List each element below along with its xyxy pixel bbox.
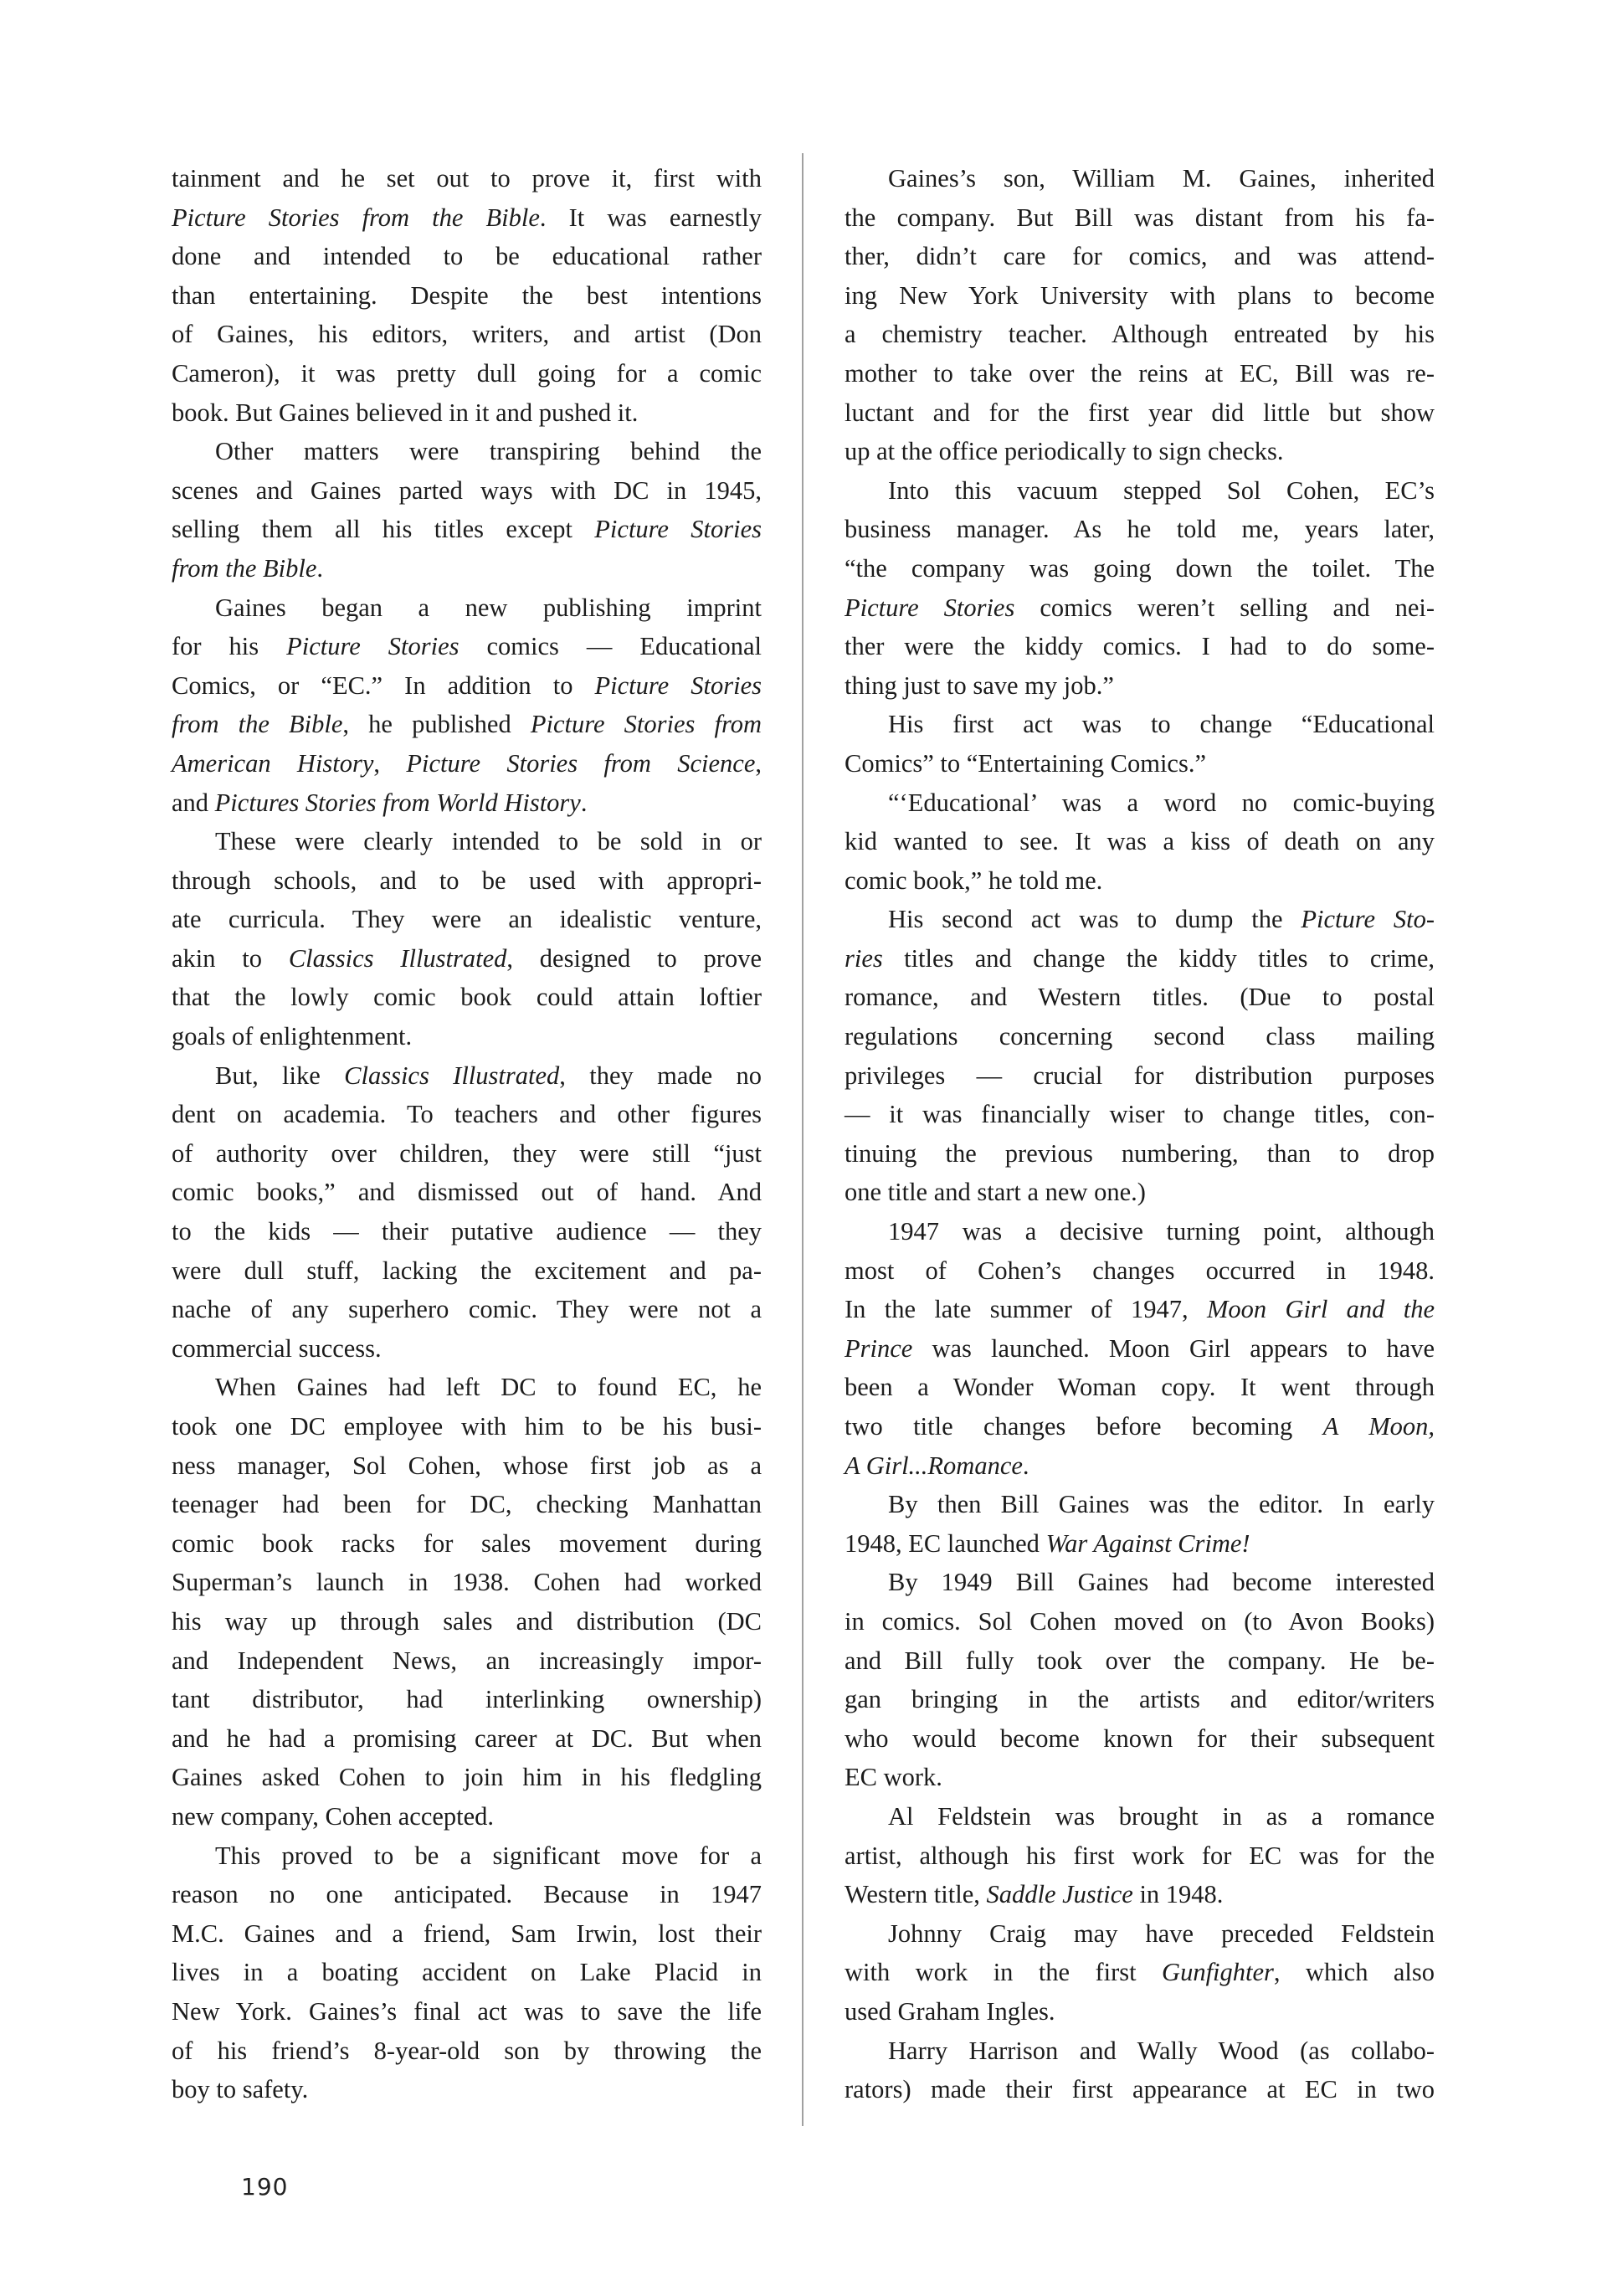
text-column-right xyxy=(845,159,1435,2109)
text-line: ther were the kiddy comics. I had to do some- xyxy=(845,632,1435,661)
text-line: “the company was going down the toilet. The xyxy=(845,553,1435,583)
text-line: two title changes before becoming A Moon, xyxy=(845,1412,1435,1441)
text-line: In the late summer of 1947, Moon Girl and the xyxy=(845,1295,1435,1324)
text-line: new company, Cohen accepted. xyxy=(172,1801,495,1831)
text-line: nache of any superhero comic. They were not a xyxy=(172,1295,762,1324)
italic-title: American History xyxy=(172,748,374,778)
text-line: 1948, EC launched War Against Crime! xyxy=(845,1528,1250,1558)
text-line: Picture Stories from the Bible. It was earnestly xyxy=(172,203,762,232)
text-line: Gaines asked Cohen to join him in his fledgling xyxy=(172,1763,762,1792)
text-line: Harry Harrison and Wally Wood (as collabo- xyxy=(888,2036,1435,2065)
text-line: M.C. Gaines and a friend, Sam Irwin, lost their xyxy=(172,1918,762,1948)
text-line: were dull stuff, lacking the excitement and pa- xyxy=(172,1256,762,1285)
italic-title: Prince xyxy=(845,1333,913,1363)
text-line: His first act was to change “Educational xyxy=(888,710,1435,739)
text-line: Prince was launched. Moon Girl appears to have xyxy=(845,1333,1435,1363)
text-line: privileges — crucial for distribution purposes xyxy=(845,1061,1435,1090)
text-line: done and intended to be educational rather xyxy=(172,242,762,271)
text-line: been a Wonder Woman copy. It went through xyxy=(845,1373,1435,1402)
italic-title: A Girl...Romance xyxy=(845,1451,1023,1480)
text-line: A Girl...Romance. xyxy=(845,1451,1029,1480)
text-line: Gaines’s son, William M. Gaines, inherited xyxy=(888,164,1435,193)
text-line: a chemistry teacher. Although entreated by his xyxy=(845,320,1435,349)
text-line: his way up through sales and distribution (DC xyxy=(172,1606,762,1636)
text-line: These were clearly intended to be sold in or xyxy=(215,827,762,856)
text-line: lives in a boating accident on Lake Placid in xyxy=(172,1958,762,1987)
text-line: New York. Gaines’s final act was to save the life xyxy=(172,1996,762,2026)
text-line: — it was financially wiser to change titles, con- xyxy=(845,1100,1435,1129)
text-line: When Gaines had left DC to found EC, he xyxy=(215,1373,762,1402)
text-line: with work in the first Gunfighter, which also xyxy=(845,1958,1435,1987)
italic-title: ries xyxy=(845,943,883,973)
italic-title: from the Bible xyxy=(172,710,343,739)
text-line: comic books,” and dismissed out of hand. And xyxy=(172,1178,762,1207)
text-line: This proved to be a significant move for a xyxy=(215,1841,762,1870)
text-line: “‘Educational’ was a word no comic-buying xyxy=(888,788,1435,817)
text-line: Gaines began a new publishing imprint xyxy=(215,593,762,622)
text-column-left xyxy=(172,159,762,2109)
italic-title: Classics Illustrated xyxy=(288,943,507,973)
text-line: most of Cohen’s changes occurred in 1948. xyxy=(845,1256,1435,1285)
italic-title: Classics Illustrated xyxy=(344,1061,560,1090)
text-line: tinuing the previous numbering, than to drop xyxy=(845,1138,1435,1168)
italic-title: Pictures Stories from World History xyxy=(214,788,581,817)
text-line: comic book,” he told me. xyxy=(845,865,1103,895)
text-line: of Gaines, his editors, writers, and artist (Don xyxy=(172,320,762,349)
text-line: and Bill fully took over the company. He be- xyxy=(845,1646,1435,1675)
text-line: Comics, or “EC.” In addition to Picture Stories xyxy=(172,670,762,700)
italic-title: Saddle Justice xyxy=(986,1880,1133,1909)
text-line: commercial success. xyxy=(172,1333,382,1363)
text-line: regulations concerning second class mailing xyxy=(845,1022,1435,1051)
text-line: through schools, and to be used with appropri- xyxy=(172,865,762,895)
text-line: Western title, Saddle Justice in 1948. xyxy=(845,1880,1224,1909)
text-line: than entertaining. Despite the best intentions xyxy=(172,280,762,310)
page-number: 190 xyxy=(241,2173,289,2201)
text-line: Al Feldstein was brought in as a romance xyxy=(888,1801,1435,1831)
italic-title: Picture Stories xyxy=(594,670,762,700)
text-line: EC work. xyxy=(845,1763,942,1792)
italic-title: Picture Stories xyxy=(286,632,460,661)
text-line: reason no one anticipated. Because in 1947 xyxy=(172,1880,762,1909)
text-line: 1947 was a decisive turning point, although xyxy=(888,1217,1435,1246)
italic-title: Gunfighter xyxy=(1162,1958,1274,1987)
text-line: luctant and for the first year did little but show xyxy=(845,398,1435,427)
italic-title: from the Bible xyxy=(172,553,317,583)
text-line: comic book racks for sales movement during xyxy=(172,1528,762,1558)
text-line: But, like Classics Illustrated, they made no xyxy=(215,1061,762,1090)
text-line: the company. But Bill was distant from his fa- xyxy=(845,203,1435,232)
text-line: that the lowly comic book could attain loftier xyxy=(172,983,762,1012)
italic-title: War Against Crime! xyxy=(1045,1528,1250,1558)
text-line: and Pictures Stories from World History. xyxy=(172,788,588,817)
text-line: to the kids — their putative audience — they xyxy=(172,1217,762,1246)
text-line: from the Bible. xyxy=(172,553,323,583)
text-line: teenager had been for DC, checking Manhattan xyxy=(172,1490,762,1519)
text-line: business manager. As he told me, years later, xyxy=(845,515,1435,544)
italic-title: Picture Stories from Science xyxy=(406,748,756,778)
text-line: kid wanted to see. It was a kiss of death on any xyxy=(845,827,1435,856)
text-line: By 1949 Bill Gaines had become interested xyxy=(888,1568,1435,1597)
text-line: thing just to save my job.” xyxy=(845,670,1114,700)
text-line: ther, didn’t care for comics, and was attend- xyxy=(845,242,1435,271)
text-line: Cameron), it was pretty dull going for a comic xyxy=(172,358,762,388)
text-line: American History, Picture Stories from Science, xyxy=(172,748,762,778)
text-line: Into this vacuum stepped Sol Cohen, EC’s xyxy=(888,475,1435,505)
text-line: ing New York University with plans to become xyxy=(845,280,1435,310)
text-line: ries titles and change the kiddy titles to crime, xyxy=(845,943,1435,973)
text-line: used Graham Ingles. xyxy=(845,1996,1055,2026)
text-line: gan bringing in the artists and editor/writers xyxy=(845,1685,1435,1714)
text-line: Superman’s launch in 1938. Cohen had worked xyxy=(172,1568,762,1597)
italic-title: Picture Sto- xyxy=(1301,905,1435,934)
text-line: from the Bible, he published Picture Stories from xyxy=(172,710,762,739)
text-line: took one DC employee with him to be his busi- xyxy=(172,1412,762,1441)
text-line: scenes and Gaines parted ways with DC in 1945, xyxy=(172,475,762,505)
text-line: mother to take over the reins at EC, Bill was re- xyxy=(845,358,1435,388)
text-line: Comics” to “Entertaining Comics.” xyxy=(845,748,1206,778)
text-line: His second act was to dump the Picture Sto- xyxy=(888,905,1435,934)
text-line: dent on academia. To teachers and other figures xyxy=(172,1100,762,1129)
text-line: and Independent News, an increasingly impor- xyxy=(172,1646,762,1675)
italic-title: A Moon, xyxy=(1322,1412,1435,1441)
text-line: Picture Stories comics weren’t selling and nei- xyxy=(845,593,1435,622)
text-line: selling them all his titles except Picture Stories xyxy=(172,515,762,544)
text-line: By then Bill Gaines was the editor. In early xyxy=(888,1490,1435,1519)
text-line: tant distributor, had interlinking ownership) xyxy=(172,1685,762,1714)
italic-title: Picture Stories from xyxy=(530,710,762,739)
text-line: one title and start a new one.) xyxy=(845,1178,1146,1207)
italic-title: Picture Stories xyxy=(594,515,762,544)
text-line: ate curricula. They were an idealistic venture, xyxy=(172,905,762,934)
column-divider xyxy=(802,153,804,2126)
text-line: goals of enlightenment. xyxy=(172,1022,413,1051)
text-line: book. But Gaines believed in it and pushed it. xyxy=(172,398,639,427)
text-line: romance, and Western titles. (Due to postal xyxy=(845,983,1435,1012)
text-line: boy to safety. xyxy=(172,2075,309,2104)
text-line: tainment and he set out to prove it, first with xyxy=(172,164,762,193)
italic-title: Moon Girl and the xyxy=(1206,1295,1435,1324)
text-line: for his Picture Stories comics — Educational xyxy=(172,632,762,661)
text-line: Other matters were transpiring behind the xyxy=(215,437,762,466)
text-line: of authority over children, they were still “just xyxy=(172,1138,762,1168)
text-line: of his friend’s 8-year-old son by throwing the xyxy=(172,2036,762,2065)
text-line: ness manager, Sol Cohen, whose first job as a xyxy=(172,1451,762,1480)
italic-title: Picture Stories xyxy=(845,593,1015,622)
text-line: artist, although his first work for EC was for the xyxy=(845,1841,1435,1870)
text-line: in comics. Sol Cohen moved on (to Avon Books) xyxy=(845,1606,1435,1636)
text-line: and he had a promising career at DC. But when xyxy=(172,1723,762,1753)
text-line: akin to Classics Illustrated, designed to prove xyxy=(172,943,762,973)
text-line: who would become known for their subsequent xyxy=(845,1723,1435,1753)
text-line: Johnny Craig may have preceded Feldstein xyxy=(888,1918,1435,1948)
text-line: up at the office periodically to sign checks. xyxy=(845,437,1284,466)
text-line: rators) made their first appearance at EC in two xyxy=(845,2075,1435,2104)
italic-title: Picture Stories from the Bible xyxy=(172,203,540,232)
